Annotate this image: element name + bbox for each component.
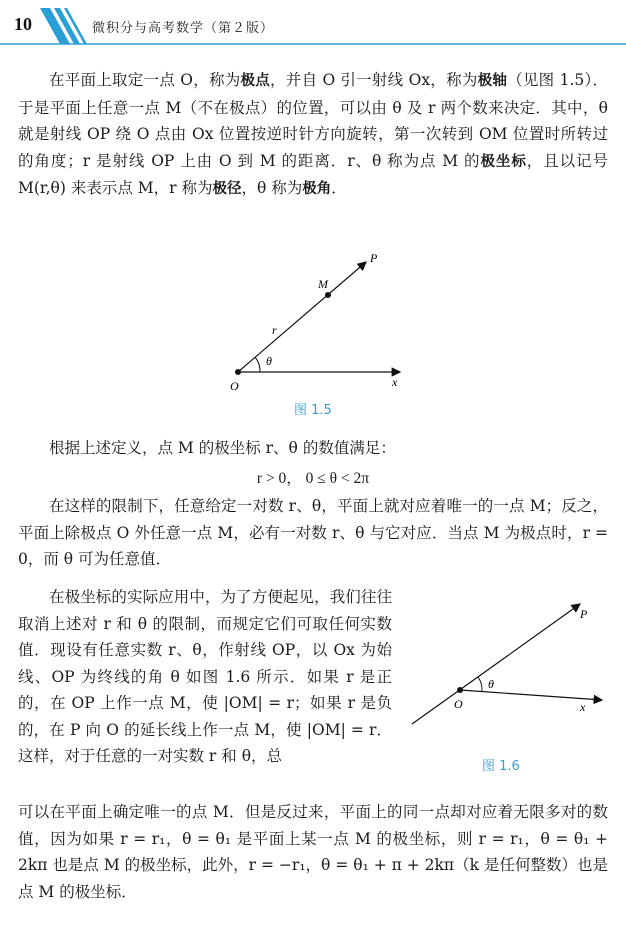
label-p: P	[370, 251, 378, 265]
label-r: r	[272, 323, 277, 337]
label-x: x	[580, 700, 586, 714]
figure-1-6-caption: 图 1.6	[482, 759, 520, 774]
term-polar-angle: 极角	[302, 181, 332, 197]
label-x: x	[392, 375, 398, 389]
pole-point	[235, 369, 241, 375]
page-header	[0, 0, 626, 46]
paragraph-polar-definition: 在平面上取定一点 O，称为极点，并自 O 引一射线 Ox，称为极轴（见图 1.5）．于是平面上任意一点 M（不在极点）的位置，可以由 θ 及 r 两个数来决定．其中，θ 就是射线 OP 绕 O 点由 Ox 位置按逆时针方向旋转，第一次转到 OM 位置时所转过的角度；r 是射线 OP 上由 O 到 M 的距离．r、θ 称为点 M 的极坐标，且以记号 M(r,θ) 来表示点 M，r 称为极径，θ 称为极角．	[18, 71, 609, 197]
figure-1-5	[220, 248, 420, 396]
label-o: O	[230, 379, 239, 393]
label-m: M	[318, 277, 328, 291]
label-p: P	[580, 607, 588, 621]
angle-arc	[255, 357, 260, 372]
term-pole: 极点	[240, 73, 271, 89]
polar-axis-line	[460, 690, 602, 700]
label-theta: θ	[266, 354, 272, 368]
paragraph-extension: 在极坐标的实际应用中，为了方便起见，我们往往取消上述对 r 和 θ 的限制，而规定它们可取任何实数值．现设有任意实数 r、θ，作射线 OP，以 Ox 为始线、OP 为终线的角 θ 如图 1.6 所示．如果 r 是正的，在 OP 上作一点 M，使 |OM| = r；如果 r 是负的，在 P 向 O 的延长线上作一点 M，使 |OM| = r．这样，对于任意的一对实数 r 和 θ，总	[18, 588, 392, 765]
angle-arc	[478, 677, 482, 691]
line-op	[412, 604, 580, 724]
page-number: 10	[14, 14, 32, 34]
label-theta: θ	[488, 677, 494, 691]
paragraph-correspondence: 在这样的限制下，任意给定一对数 r、θ，平面上就对应着唯一的一点 M；反之，平面上除极点 O 外任意一点 M，必有一对数 r、θ 与它对应．当点 M 为极点时，r = 0，而 θ 可为任意值．	[18, 497, 608, 568]
figure-1-6	[408, 596, 614, 732]
paragraph-multiple-representations: 可以在平面上确定唯一的点 M．但是反过来，平面上的同一点却对应着无限多对的数值，因为如果 r = r₁，θ = θ₁ 是平面上某一点 M 的极坐标，则 r = r₁，θ = θ₁ + 2kπ 也是点 M 的极坐标，此外，r = −r₁，θ = θ₁ + π + 2kπ（k 是任何整数）也是点 M 的极坐标．	[18, 803, 608, 901]
term-polar-radius: 极径	[212, 181, 242, 197]
formula-range: r > 0， 0 ≤ θ < 2π	[256, 470, 370, 487]
running-title: 微积分与高考数学（第２版）	[92, 21, 275, 36]
paragraph-value-range: 根据上述定义，点 M 的极坐标 r、θ 的数值满足：	[49, 439, 396, 457]
term-polar-coordinates: 极坐标	[480, 153, 527, 170]
point-m	[325, 292, 331, 298]
figure-1-5-caption: 图 1.5	[294, 403, 332, 418]
pole-point	[457, 687, 463, 693]
term-polar-axis: 极轴	[477, 73, 508, 89]
label-o: O	[454, 697, 463, 711]
ray-op	[238, 262, 366, 372]
